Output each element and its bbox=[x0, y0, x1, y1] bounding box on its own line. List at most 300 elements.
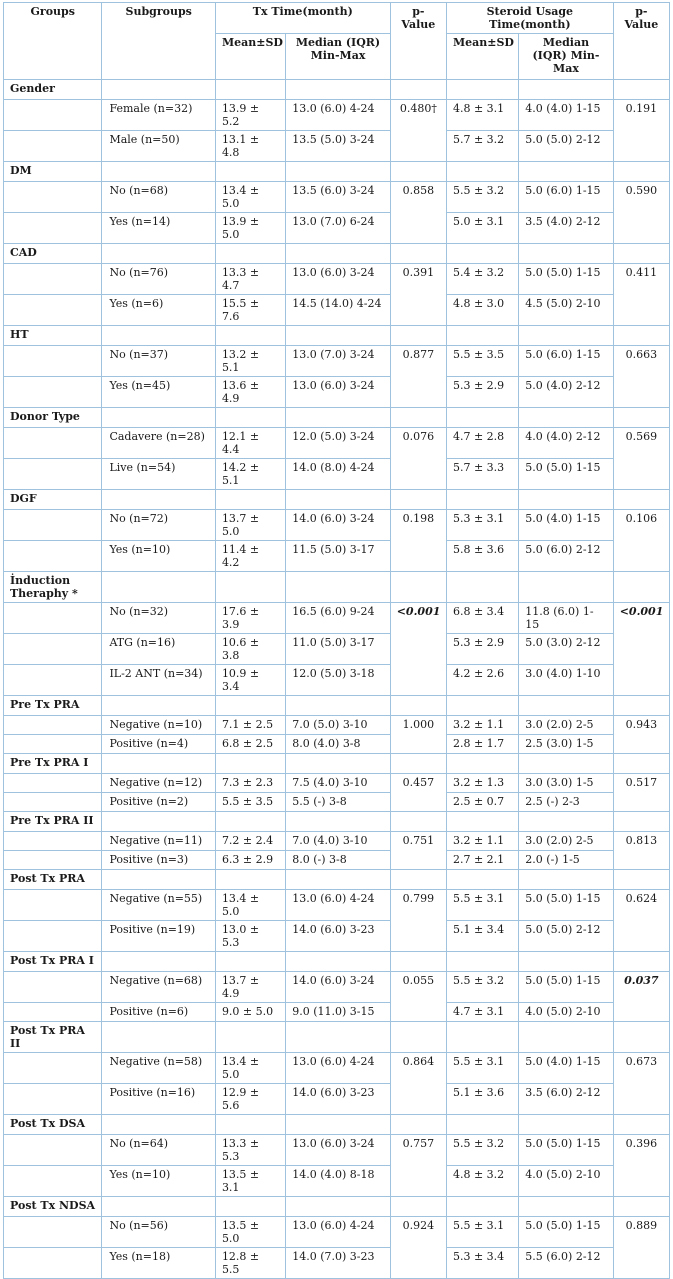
empty-cell bbox=[519, 490, 613, 510]
empty-cell bbox=[286, 80, 390, 100]
empty-cell bbox=[446, 490, 518, 510]
empty-cell bbox=[4, 459, 102, 490]
empty-cell bbox=[519, 696, 613, 716]
empty-cell bbox=[215, 1197, 285, 1217]
tx-mean-cell: 7.1 ± 2.5 bbox=[215, 716, 285, 735]
subgroup-cell: Positive (n=4) bbox=[102, 735, 216, 754]
subgroup-cell: Negative (n=11) bbox=[102, 832, 216, 851]
steroid-p-value-cell: 0.663 bbox=[613, 346, 669, 408]
empty-cell bbox=[215, 162, 285, 182]
group-name: Post Tx PRA II bbox=[4, 1022, 102, 1053]
empty-cell bbox=[286, 754, 390, 774]
group-row bbox=[4, 572, 670, 603]
steroid-median-header: Median (IQR) Min-Max bbox=[519, 34, 613, 80]
tx-median-cell: 7.0 (4.0) 3-10 bbox=[286, 832, 390, 851]
steroid-mean-cell: 3.2 ± 1.1 bbox=[446, 716, 518, 735]
tx-median-cell: 14.0 (8.0) 4-24 bbox=[286, 459, 390, 490]
steroid-mean-sd-header: Mean±SD bbox=[446, 34, 518, 80]
steroid-mean-cell: 4.2 ± 2.6 bbox=[446, 665, 518, 696]
empty-cell bbox=[613, 408, 669, 428]
tx-median-cell: 7.5 (4.0) 3-10 bbox=[286, 774, 390, 793]
group-name: İnduction Theraphy * bbox=[4, 572, 102, 603]
subgroup-cell: Negative (n=12) bbox=[102, 774, 216, 793]
empty-cell bbox=[102, 754, 216, 774]
subgroup-cell: Negative (n=10) bbox=[102, 716, 216, 735]
empty-cell bbox=[215, 244, 285, 264]
empty-cell bbox=[102, 696, 216, 716]
group-name: Post Tx DSA bbox=[4, 1115, 102, 1135]
empty-cell bbox=[4, 377, 102, 408]
empty-cell bbox=[4, 921, 102, 952]
group-name: Post Tx PRA bbox=[4, 870, 102, 890]
empty-cell bbox=[390, 572, 446, 603]
empty-cell bbox=[519, 244, 613, 264]
table-row bbox=[4, 131, 670, 162]
empty-cell bbox=[613, 572, 669, 603]
tx-median-cell: 14.0 (6.0) 3-23 bbox=[286, 921, 390, 952]
steroid-mean-cell: 6.8 ± 3.4 bbox=[446, 603, 518, 634]
empty-cell bbox=[4, 131, 102, 162]
steroid-median-cell: 5.0 (5.0) 1-15 bbox=[519, 459, 613, 490]
steroid-mean-cell: 3.2 ± 1.1 bbox=[446, 832, 518, 851]
table-row bbox=[4, 295, 670, 326]
tx-median-cell: 9.0 (11.0) 3-15 bbox=[286, 1003, 390, 1022]
table-row bbox=[4, 1003, 670, 1022]
steroid-mean-cell: 5.5 ± 3.5 bbox=[446, 346, 518, 377]
empty-cell bbox=[446, 952, 518, 972]
tx-mean-cell: 15.5 ± 7.6 bbox=[215, 295, 285, 326]
empty-cell bbox=[215, 326, 285, 346]
steroid-median-cell: 11.8 (6.0) 1-15 bbox=[519, 603, 613, 634]
table-row bbox=[4, 1135, 670, 1166]
tx-mean-cell: 6.3 ± 2.9 bbox=[215, 851, 285, 870]
table-row bbox=[4, 716, 670, 735]
steroid-mean-cell: 5.1 ± 3.4 bbox=[446, 921, 518, 952]
tx-median-cell: 7.0 (5.0) 3-10 bbox=[286, 716, 390, 735]
empty-cell bbox=[613, 162, 669, 182]
empty-cell bbox=[613, 326, 669, 346]
steroid-mean-cell: 5.3 ± 2.9 bbox=[446, 377, 518, 408]
steroid-mean-cell: 5.3 ± 3.4 bbox=[446, 1248, 518, 1279]
subgroup-cell: Positive (n=19) bbox=[102, 921, 216, 952]
steroid-mean-cell: 5.7 ± 3.3 bbox=[446, 459, 518, 490]
tx-median-cell: 13.0 (7.0) 6-24 bbox=[286, 213, 390, 244]
empty-cell bbox=[446, 162, 518, 182]
empty-cell bbox=[390, 870, 446, 890]
tx-mean-cell: 13.9 ± 5.0 bbox=[215, 213, 285, 244]
empty-cell bbox=[613, 80, 669, 100]
steroid-p-value-cell: 0.889 bbox=[613, 1217, 669, 1279]
tx-median-cell: 13.0 (6.0) 3-24 bbox=[286, 377, 390, 408]
group-row bbox=[4, 1115, 670, 1135]
empty-cell bbox=[390, 490, 446, 510]
tx-p-value-cell: 0.924 bbox=[390, 1217, 446, 1279]
subgroup-cell: Yes (n=10) bbox=[102, 541, 216, 572]
steroid-median-cell: 3.0 (2.0) 2-5 bbox=[519, 716, 613, 735]
empty-cell bbox=[613, 952, 669, 972]
subgroup-cell: No (n=32) bbox=[102, 603, 216, 634]
table-row bbox=[4, 793, 670, 812]
table-row bbox=[4, 1053, 670, 1084]
subgroup-cell: Yes (n=10) bbox=[102, 1166, 216, 1197]
tx-median-cell: 13.5 (6.0) 3-24 bbox=[286, 182, 390, 213]
tx-mean-cell: 7.2 ± 2.4 bbox=[215, 832, 285, 851]
table-row bbox=[4, 459, 670, 490]
empty-cell bbox=[613, 812, 669, 832]
empty-cell bbox=[102, 1022, 216, 1053]
table-row bbox=[4, 541, 670, 572]
empty-cell bbox=[286, 572, 390, 603]
tx-p-value-cell: 0.757 bbox=[390, 1135, 446, 1197]
results-table bbox=[3, 2, 670, 1279]
empty-cell bbox=[446, 408, 518, 428]
empty-cell bbox=[4, 665, 102, 696]
tx-mean-cell: 10.6 ± 3.8 bbox=[215, 634, 285, 665]
steroid-median-cell: 5.5 (6.0) 2-12 bbox=[519, 1248, 613, 1279]
empty-cell bbox=[286, 870, 390, 890]
empty-cell bbox=[519, 870, 613, 890]
empty-cell bbox=[215, 1115, 285, 1135]
steroid-median-cell: 2.0 (-) 1-5 bbox=[519, 851, 613, 870]
subgroup-cell: Positive (n=3) bbox=[102, 851, 216, 870]
tx-median-cell: 5.5 (-) 3-8 bbox=[286, 793, 390, 812]
steroid-mean-cell: 5.5 ± 3.1 bbox=[446, 890, 518, 921]
empty-cell bbox=[4, 1084, 102, 1115]
tx-p-value-cell: 0.055 bbox=[390, 972, 446, 1022]
empty-cell bbox=[446, 80, 518, 100]
empty-cell bbox=[4, 972, 102, 1003]
subgroup-cell: Negative (n=58) bbox=[102, 1053, 216, 1084]
steroid-p-value-cell: 0.396 bbox=[613, 1135, 669, 1197]
steroid-median-cell: 3.0 (2.0) 2-5 bbox=[519, 832, 613, 851]
table-row bbox=[4, 832, 670, 851]
subgroup-cell: Positive (n=16) bbox=[102, 1084, 216, 1115]
empty-cell bbox=[390, 1197, 446, 1217]
table-row bbox=[4, 603, 670, 634]
tx-p-value-cell: 0.480† bbox=[390, 100, 446, 162]
table-row bbox=[4, 1248, 670, 1279]
empty-cell bbox=[519, 408, 613, 428]
steroid-p-value-header: p-Value bbox=[613, 3, 669, 80]
empty-cell bbox=[286, 326, 390, 346]
group-name: Pre Tx PRA II bbox=[4, 812, 102, 832]
group-name: Pre Tx PRA bbox=[4, 696, 102, 716]
steroid-p-value-cell: 0.624 bbox=[613, 890, 669, 952]
empty-cell bbox=[446, 1197, 518, 1217]
empty-cell bbox=[4, 295, 102, 326]
table-row bbox=[4, 1166, 670, 1197]
steroid-mean-cell: 5.5 ± 3.2 bbox=[446, 182, 518, 213]
subgroup-cell: No (n=64) bbox=[102, 1135, 216, 1166]
subgroup-cell: No (n=37) bbox=[102, 346, 216, 377]
steroid-median-cell: 5.0 (4.0) 2-12 bbox=[519, 377, 613, 408]
tx-median-cell: 14.0 (6.0) 3-24 bbox=[286, 510, 390, 541]
tx-median-cell: 14.0 (7.0) 3-23 bbox=[286, 1248, 390, 1279]
group-row bbox=[4, 870, 670, 890]
empty-cell bbox=[286, 490, 390, 510]
empty-cell bbox=[286, 952, 390, 972]
tx-median-cell: 13.5 (5.0) 3-24 bbox=[286, 131, 390, 162]
steroid-mean-cell: 4.7 ± 2.8 bbox=[446, 428, 518, 459]
steroid-mean-cell: 2.8 ± 1.7 bbox=[446, 735, 518, 754]
tx-mean-sd-header: Mean±SD bbox=[215, 34, 285, 80]
empty-cell bbox=[4, 1135, 102, 1166]
steroid-mean-cell: 5.1 ± 3.6 bbox=[446, 1084, 518, 1115]
empty-cell bbox=[4, 774, 102, 793]
steroid-mean-cell: 5.5 ± 3.2 bbox=[446, 1135, 518, 1166]
tx-mean-cell: 12.8 ± 5.5 bbox=[215, 1248, 285, 1279]
tx-mean-cell: 13.1 ± 4.8 bbox=[215, 131, 285, 162]
subgroup-cell: Yes (n=6) bbox=[102, 295, 216, 326]
subgroup-cell: No (n=68) bbox=[102, 182, 216, 213]
empty-cell bbox=[446, 870, 518, 890]
steroid-median-cell: 5.0 (5.0) 2-12 bbox=[519, 921, 613, 952]
tx-mean-cell: 14.2 ± 5.1 bbox=[215, 459, 285, 490]
steroid-mean-cell: 5.3 ± 3.1 bbox=[446, 510, 518, 541]
empty-cell bbox=[4, 716, 102, 735]
steroid-mean-cell: 4.8 ± 3.2 bbox=[446, 1166, 518, 1197]
empty-cell bbox=[446, 1022, 518, 1053]
tx-median-cell: 11.0 (5.0) 3-17 bbox=[286, 634, 390, 665]
empty-cell bbox=[519, 812, 613, 832]
steroid-median-cell: 5.0 (4.0) 1-15 bbox=[519, 510, 613, 541]
tx-mean-cell: 13.7 ± 5.0 bbox=[215, 510, 285, 541]
empty-cell bbox=[286, 1197, 390, 1217]
steroid-p-value-cell: 0.191 bbox=[613, 100, 669, 162]
table-row bbox=[4, 1217, 670, 1248]
empty-cell bbox=[286, 1115, 390, 1135]
empty-cell bbox=[215, 1022, 285, 1053]
empty-cell bbox=[446, 696, 518, 716]
steroid-median-cell: 5.0 (6.0) 1-15 bbox=[519, 346, 613, 377]
tx-mean-cell: 5.5 ± 3.5 bbox=[215, 793, 285, 812]
group-row bbox=[4, 1022, 670, 1053]
steroid-median-cell: 3.0 (3.0) 1-5 bbox=[519, 774, 613, 793]
steroid-mean-cell: 4.7 ± 3.1 bbox=[446, 1003, 518, 1022]
empty-cell bbox=[4, 428, 102, 459]
steroid-median-cell: 4.0 (5.0) 2-10 bbox=[519, 1003, 613, 1022]
empty-cell bbox=[215, 490, 285, 510]
subgroup-cell: No (n=56) bbox=[102, 1217, 216, 1248]
tx-median-cell: 14.0 (6.0) 3-23 bbox=[286, 1084, 390, 1115]
tx-median-header: Median (IQR) Min-Max bbox=[286, 34, 390, 80]
table-row bbox=[4, 1084, 670, 1115]
steroid-median-cell: 5.0 (4.0) 1-15 bbox=[519, 1053, 613, 1084]
empty-cell bbox=[4, 510, 102, 541]
subgroup-cell: ATG (n=16) bbox=[102, 634, 216, 665]
tx-mean-cell: 13.0 ± 5.3 bbox=[215, 921, 285, 952]
empty-cell bbox=[286, 812, 390, 832]
subgroup-cell: Yes (n=14) bbox=[102, 213, 216, 244]
empty-cell bbox=[4, 213, 102, 244]
groups-header: Groups bbox=[4, 3, 102, 80]
steroid-median-cell: 5.0 (5.0) 1-15 bbox=[519, 1217, 613, 1248]
empty-cell bbox=[446, 812, 518, 832]
tx-p-value-cell: 0.076 bbox=[390, 428, 446, 490]
empty-cell bbox=[4, 1003, 102, 1022]
empty-cell bbox=[102, 490, 216, 510]
empty-cell bbox=[215, 812, 285, 832]
empty-cell bbox=[390, 80, 446, 100]
table-row bbox=[4, 346, 670, 377]
group-name: CAD bbox=[4, 244, 102, 264]
subgroup-cell: Negative (n=55) bbox=[102, 890, 216, 921]
table-row bbox=[4, 377, 670, 408]
subgroup-cell: IL-2 ANT (n=34) bbox=[102, 665, 216, 696]
empty-cell bbox=[4, 1053, 102, 1084]
tx-mean-cell: 13.4 ± 5.0 bbox=[215, 890, 285, 921]
group-name: Post Tx NDSA bbox=[4, 1197, 102, 1217]
table-row bbox=[4, 735, 670, 754]
empty-cell bbox=[4, 603, 102, 634]
empty-cell bbox=[102, 1115, 216, 1135]
steroid-mean-cell: 4.8 ± 3.1 bbox=[446, 100, 518, 131]
steroid-median-cell: 4.0 (4.0) 1-15 bbox=[519, 100, 613, 131]
empty-cell bbox=[102, 80, 216, 100]
empty-cell bbox=[613, 870, 669, 890]
tx-mean-cell: 7.3 ± 2.3 bbox=[215, 774, 285, 793]
tx-p-value-cell: 0.877 bbox=[390, 346, 446, 408]
empty-cell bbox=[102, 408, 216, 428]
steroid-median-cell: 5.0 (5.0) 1-15 bbox=[519, 890, 613, 921]
subgroup-cell: Yes (n=45) bbox=[102, 377, 216, 408]
empty-cell bbox=[4, 1217, 102, 1248]
steroid-p-value-cell: 0.943 bbox=[613, 716, 669, 754]
tx-median-cell: 13.0 (7.0) 3-24 bbox=[286, 346, 390, 377]
empty-cell bbox=[390, 326, 446, 346]
group-row bbox=[4, 754, 670, 774]
tx-p-value-cell: 0.799 bbox=[390, 890, 446, 952]
table-row bbox=[4, 182, 670, 213]
empty-cell bbox=[613, 696, 669, 716]
empty-cell bbox=[390, 812, 446, 832]
steroid-p-value-cell: 0.673 bbox=[613, 1053, 669, 1115]
tx-median-cell: 12.0 (5.0) 3-24 bbox=[286, 428, 390, 459]
empty-cell bbox=[4, 832, 102, 851]
table-body bbox=[4, 80, 670, 1279]
empty-cell bbox=[215, 952, 285, 972]
tx-mean-cell: 13.6 ± 4.9 bbox=[215, 377, 285, 408]
steroid-median-cell: 5.0 (5.0) 1-15 bbox=[519, 972, 613, 1003]
steroid-mean-cell: 2.5 ± 0.7 bbox=[446, 793, 518, 812]
empty-cell bbox=[519, 80, 613, 100]
table-row bbox=[4, 634, 670, 665]
steroid-median-cell: 5.0 (5.0) 1-15 bbox=[519, 1135, 613, 1166]
group-row bbox=[4, 408, 670, 428]
subgroup-cell: Cadavere (n=28) bbox=[102, 428, 216, 459]
tx-mean-cell: 12.1 ± 4.4 bbox=[215, 428, 285, 459]
tx-mean-cell: 6.8 ± 2.5 bbox=[215, 735, 285, 754]
empty-cell bbox=[286, 244, 390, 264]
empty-cell bbox=[390, 754, 446, 774]
group-name: DGF bbox=[4, 490, 102, 510]
tx-p-value-cell: 0.391 bbox=[390, 264, 446, 326]
tx-p-value-cell: 0.751 bbox=[390, 832, 446, 870]
empty-cell bbox=[519, 572, 613, 603]
empty-cell bbox=[390, 244, 446, 264]
group-row bbox=[4, 952, 670, 972]
steroid-median-cell: 4.0 (4.0) 2-12 bbox=[519, 428, 613, 459]
tx-mean-cell: 13.7 ± 4.9 bbox=[215, 972, 285, 1003]
tx-median-cell: 13.0 (6.0) 3-24 bbox=[286, 1135, 390, 1166]
empty-cell bbox=[519, 1197, 613, 1217]
steroid-p-value-cell: 0.813 bbox=[613, 832, 669, 870]
tx-mean-cell: 13.4 ± 5.0 bbox=[215, 1053, 285, 1084]
empty-cell bbox=[446, 754, 518, 774]
tx-p-value-cell: <0.001 bbox=[390, 603, 446, 696]
empty-cell bbox=[215, 696, 285, 716]
table-header bbox=[4, 3, 670, 80]
empty-cell bbox=[102, 572, 216, 603]
empty-cell bbox=[102, 1197, 216, 1217]
empty-cell bbox=[446, 1115, 518, 1135]
table-row bbox=[4, 428, 670, 459]
empty-cell bbox=[215, 572, 285, 603]
tx-median-cell: 14.0 (4.0) 8-18 bbox=[286, 1166, 390, 1197]
empty-cell bbox=[4, 735, 102, 754]
steroid-p-value-cell: <0.001 bbox=[613, 603, 669, 696]
tx-p-value-header: p-Value bbox=[390, 3, 446, 80]
steroid-mean-cell: 3.2 ± 1.3 bbox=[446, 774, 518, 793]
empty-cell bbox=[446, 244, 518, 264]
steroid-median-cell: 2.5 (-) 2-3 bbox=[519, 793, 613, 812]
empty-cell bbox=[215, 870, 285, 890]
empty-cell bbox=[613, 754, 669, 774]
tx-p-value-cell: 1.000 bbox=[390, 716, 446, 754]
table-row bbox=[4, 665, 670, 696]
tx-mean-cell: 13.3 ± 5.3 bbox=[215, 1135, 285, 1166]
empty-cell bbox=[4, 890, 102, 921]
steroid-p-value-cell: 0.037 bbox=[613, 972, 669, 1022]
tx-mean-cell: 13.9 ± 5.2 bbox=[215, 100, 285, 131]
steroid-median-cell: 5.0 (3.0) 2-12 bbox=[519, 634, 613, 665]
empty-cell bbox=[215, 754, 285, 774]
tx-median-cell: 13.0 (6.0) 4-24 bbox=[286, 1053, 390, 1084]
steroid-p-value-cell: 0.517 bbox=[613, 774, 669, 812]
tx-p-value-cell: 0.858 bbox=[390, 182, 446, 244]
steroid-mean-cell: 5.8 ± 3.6 bbox=[446, 541, 518, 572]
group-name: Gender bbox=[4, 80, 102, 100]
subgroup-cell: Positive (n=2) bbox=[102, 793, 216, 812]
tx-mean-cell: 12.9 ± 5.6 bbox=[215, 1084, 285, 1115]
group-name: HT bbox=[4, 326, 102, 346]
steroid-mean-cell: 5.3 ± 2.9 bbox=[446, 634, 518, 665]
empty-cell bbox=[4, 793, 102, 812]
table-row bbox=[4, 774, 670, 793]
subgroup-cell: Negative (n=68) bbox=[102, 972, 216, 1003]
empty-cell bbox=[4, 634, 102, 665]
empty-cell bbox=[390, 1115, 446, 1135]
steroid-mean-cell: 4.8 ± 3.0 bbox=[446, 295, 518, 326]
empty-cell bbox=[4, 100, 102, 131]
empty-cell bbox=[613, 244, 669, 264]
empty-cell bbox=[519, 952, 613, 972]
tx-median-cell: 11.5 (5.0) 3-17 bbox=[286, 541, 390, 572]
table-row bbox=[4, 264, 670, 295]
subgroup-cell: Female (n=32) bbox=[102, 100, 216, 131]
steroid-median-cell: 3.0 (4.0) 1-10 bbox=[519, 665, 613, 696]
steroid-mean-cell: 5.7 ± 3.2 bbox=[446, 131, 518, 162]
tx-median-cell: 13.0 (6.0) 4-24 bbox=[286, 1217, 390, 1248]
empty-cell bbox=[286, 162, 390, 182]
empty-cell bbox=[102, 162, 216, 182]
tx-p-value-cell: 0.457 bbox=[390, 774, 446, 812]
table-row bbox=[4, 890, 670, 921]
steroid-p-value-cell: 0.569 bbox=[613, 428, 669, 490]
steroid-median-cell: 4.0 (5.0) 2-10 bbox=[519, 1166, 613, 1197]
tx-mean-cell: 13.2 ± 5.1 bbox=[215, 346, 285, 377]
table-row bbox=[4, 213, 670, 244]
